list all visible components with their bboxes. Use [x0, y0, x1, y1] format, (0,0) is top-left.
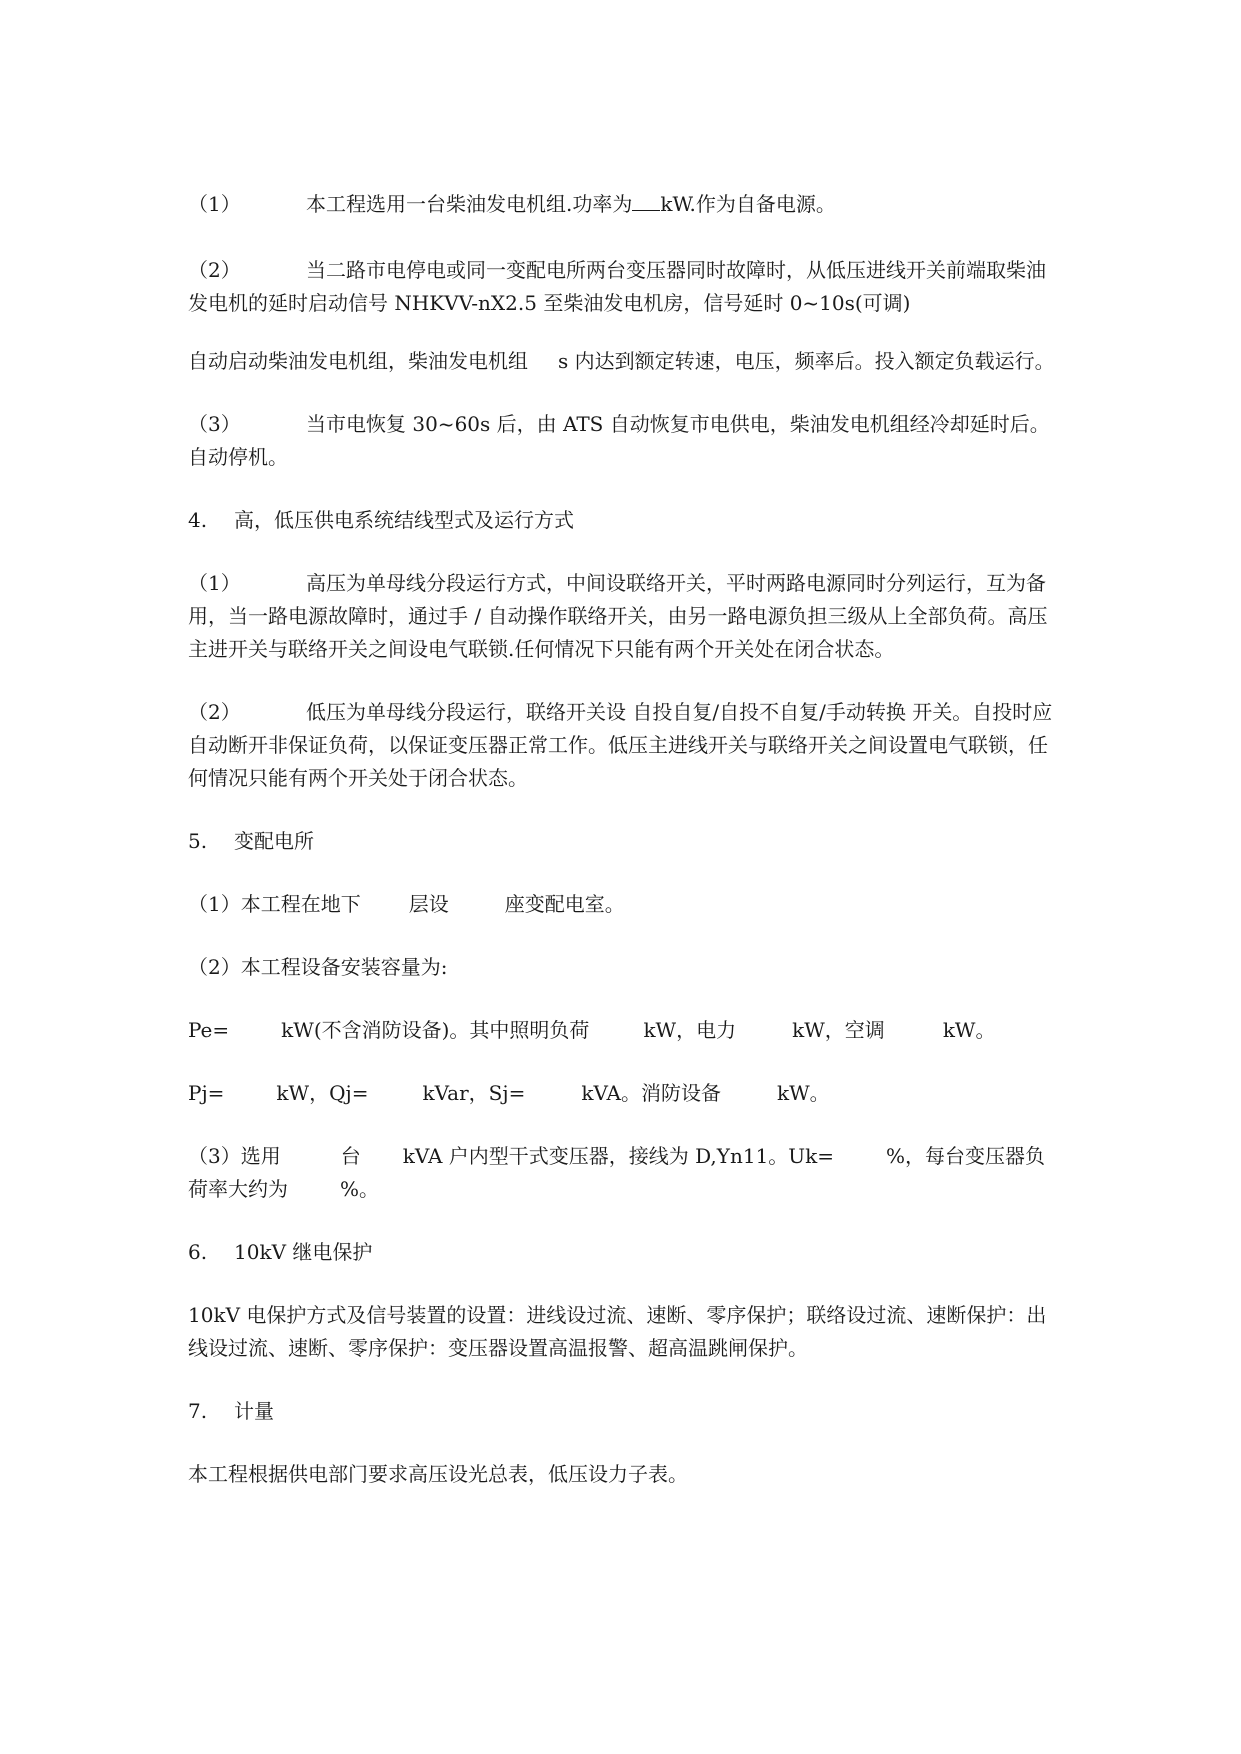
paragraph-text: kW，电力: [643, 1018, 737, 1042]
item-number: （1）: [188, 192, 241, 216]
document-page: [188, 188, 1060, 1491]
paragraph-text: 低压为单母线分段运行，联络开关设 自投自复/自投不自复/手动转换 开关。自投时应自动断开非保证负荷，以保证变压器正常工作。低压主进线开关与联络开关之间设置电气联锁，任何情况只能有两个开关处于闭合状态。: [188, 700, 1053, 790]
section-number: 7.: [188, 1399, 208, 1423]
paragraph-text: kW，Qj=: [276, 1081, 369, 1105]
item-number: （2）: [188, 700, 241, 724]
section-number: 5.: [188, 829, 208, 853]
paragraph-generator-2: [188, 254, 1060, 320]
paragraph-text: kW。: [942, 1018, 996, 1042]
paragraph-text: s 内达到额定转速，电压，频率后。投入额定负载运行。: [558, 349, 1055, 373]
paragraph-text: 台: [340, 1144, 361, 1168]
paragraph-text: 高压为单母线分段运行方式，中间设联络开关，平时两路电源同时分列运行，互为备用，当一路电源故障时，通过手 / 自动操作联络开关，由另一路电源负担三级从上全部负荷。高压主进开关与联络开关之间设电气联锁.任何情况下只能有两个开关处在闭合状态。: [188, 571, 1048, 661]
paragraph-metering: [188, 1458, 1060, 1491]
paragraph-generator-3: [188, 408, 1060, 474]
section-title: 变配电所: [234, 829, 314, 853]
paragraph-substation-3: [188, 1140, 1060, 1206]
paragraph-substation-1: [188, 888, 1060, 921]
paragraph-substation-2: [188, 951, 1060, 984]
paragraph-text: （3）选用: [188, 1144, 281, 1168]
paragraph-text: 自动启动柴油发电机组，柴油发电机组: [188, 349, 528, 373]
paragraph-system-2: [188, 696, 1060, 795]
section-heading-4: [188, 504, 1060, 537]
paragraph-text: %。: [340, 1177, 380, 1201]
paragraph-pe-line: [188, 1014, 1060, 1047]
section-title: 高，低压供电系统结线型式及运行方式: [234, 508, 574, 532]
paragraph-text: 层设: [408, 892, 449, 916]
section-title: 10kV 继电保护: [234, 1240, 373, 1264]
paragraph-generator-2-continued: [188, 345, 1060, 378]
paragraph-text: kVA 户内型干式变压器，接线为 D,Yn11。Uk=: [402, 1144, 835, 1168]
paragraph-text: kVar，Sj=: [422, 1081, 526, 1105]
item-number: （2）: [188, 258, 241, 282]
paragraph-text: kW(不含消防设备)。其中照明负荷: [281, 1018, 590, 1042]
paragraph-relay-protection: [188, 1299, 1060, 1365]
paragraph-text: %，每台变压器负荷率大约为: [188, 1144, 1046, 1201]
paragraph-text: kW.作为自备电源。: [660, 192, 836, 216]
formula-label: Pe=: [188, 1018, 230, 1042]
section-heading-7: [188, 1395, 1060, 1428]
section-heading-5: [188, 825, 1060, 858]
section-heading-6: [188, 1236, 1060, 1269]
paragraph-pj-line: [188, 1077, 1060, 1110]
paragraph-text: （2）本工程设备安装容量为:: [188, 955, 448, 979]
paragraph-text: （1）本工程在地下: [188, 892, 361, 916]
paragraph-text: 10kV 电保护方式及信号装置的设置：进线设过流、速断、零序保护；联络设过流、速断保护：出线设过流、速断、零序保护：变压器设置高温报警、超高温跳闸保护。: [188, 1303, 1047, 1360]
item-number: （3）: [188, 412, 241, 436]
blank-underline: [632, 192, 660, 211]
paragraph-text: kW，空调: [792, 1018, 885, 1042]
section-title: 计量: [234, 1399, 274, 1423]
paragraph-text: 当二路市电停电或同一变配电所两台变压器同时故障时，从低压进线开关前端取柴油发电机的延时启动信号 NHKVV-nX2.5 至柴油发电机房，信号延时 0~10s(可调): [188, 258, 1046, 315]
section-number: 4.: [188, 508, 208, 532]
paragraph-text: 座变配电室。: [504, 892, 625, 916]
formula-label: Pj=: [188, 1081, 225, 1105]
paragraph-text: 本工程选用一台柴油发电机组.功率为: [306, 192, 633, 216]
paragraph-text: kVA。消防设备: [581, 1081, 721, 1105]
item-number: （1）: [188, 571, 241, 595]
paragraph-text: 本工程根据供电部门要求高压设光总表，低压设力子表。: [188, 1462, 688, 1486]
section-number: 6.: [188, 1240, 208, 1264]
paragraph-text: 当市电恢复 30~60s 后，由 ATS 自动恢复市电供电，柴油发电机组经冷却延时后。自动停机。: [188, 412, 1050, 469]
paragraph-system-1: [188, 567, 1060, 666]
paragraph-generator-1: [188, 188, 1060, 221]
paragraph-text: kW。: [776, 1081, 830, 1105]
